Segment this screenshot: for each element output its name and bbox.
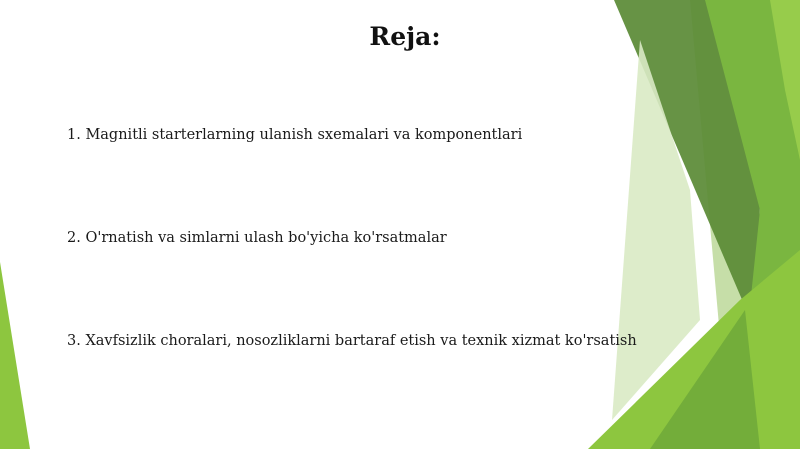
left-green-sliver — [0, 262, 30, 449]
slide-title: Reja: — [369, 22, 441, 51]
plan-item-2: 2. O'rnatish va simlarni ulash bo'yicha ko'rsatmalar — [67, 230, 447, 246]
plan-item-1: 1. Magnitli starterlarning ulanish sxemalari va komponentlari — [67, 127, 523, 143]
plan-item-3: 3. Xavfsizlik choralari, nosozliklarni bartaraf etish va texnik xizmat ko'rsatish — [67, 333, 637, 349]
